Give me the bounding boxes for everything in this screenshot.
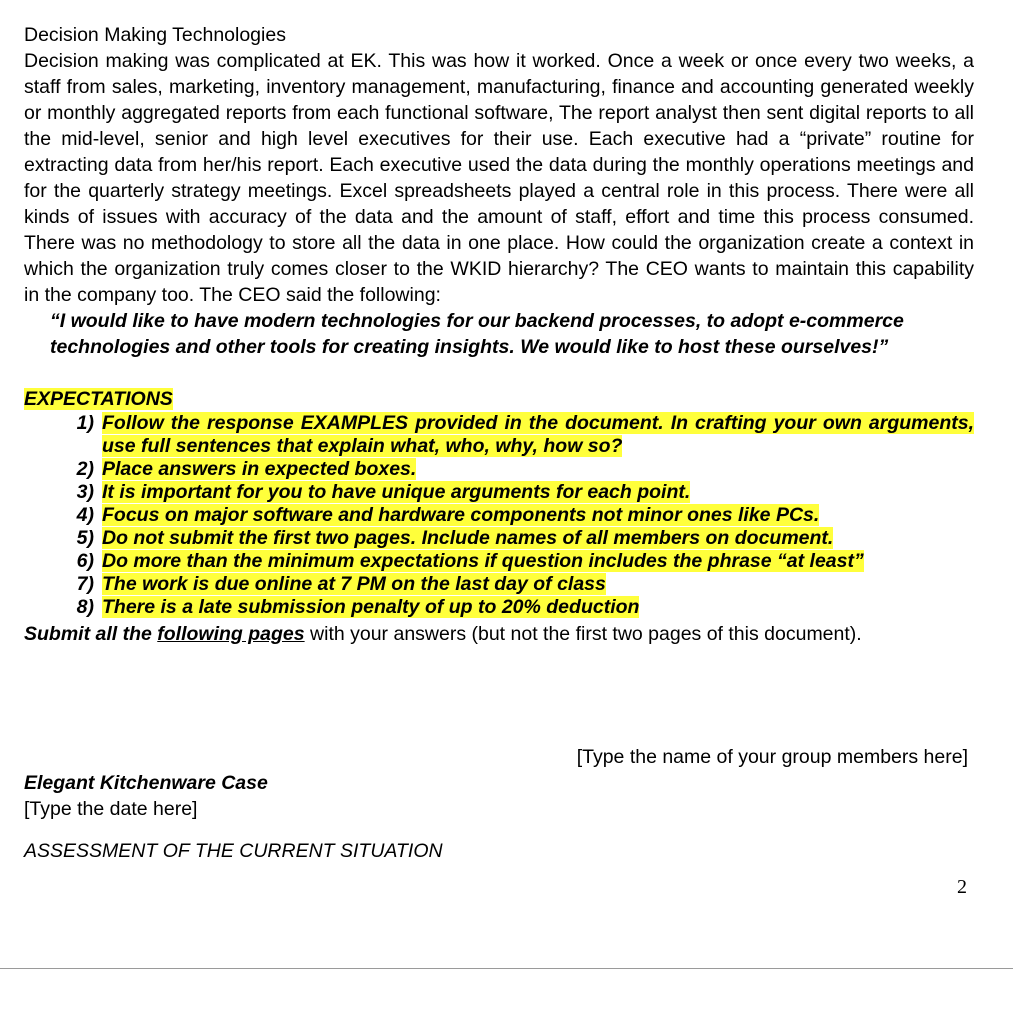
- body-paragraph: Decision making was complicated at EK. This was how it worked. Once a week or once every two weeks, a staff from sales, marketing, inventory management, manufacturing, finance and accounting generated weekly or monthly aggregated reports from each functional software, The report analyst then sent digital reports to all the mid-level, senior and high level executives for their use. Each executive had a “private” routine for extracting data from her/his report. Each executive used the data during the monthly operations meetings and for the quarterly strategy meetings. Excel spreadsheets played a central role in this process. There were all kinds of issues with accuracy of the data and the amount of staff, effort and time this process consumed. There was no methodology to store all the data in one place. How could the organization create a context in which the organization truly comes closer to the WKID hierarchy? The CEO wants to maintain this capability in the company too. The CEO said the following:: [24, 50, 974, 306]
- ceo-quote: “I would like to have modern technologies for our backend processes, to adopt e-commerce technologies and other tools for creating insights. We would like to host these ourselves!”: [50, 310, 904, 358]
- list-item: 1) Follow the response EXAMPLES provided in the document. In crafting your own arguments, use full sentences that explain what, who, why, how so?: [76, 412, 974, 457]
- submit-instructions: Submit all the following pages with your answers (but not the first two pages of this document).: [24, 623, 862, 645]
- list-item: 4) Focus on major software and hardware components not minor ones like PCs.: [76, 504, 820, 526]
- case-block: [24, 770, 268, 822]
- following-pages-link-text: following pages: [157, 623, 305, 645]
- list-item: 3) It is important for you to have unique arguments for each point.: [76, 481, 691, 503]
- group-members-placeholder[interactable]: [Type the name of your group members here]: [576, 746, 968, 768]
- section-heading: Decision Making Technologies: [24, 24, 286, 46]
- assessment-heading: ASSESSMENT OF THE CURRENT SITUATION: [24, 840, 443, 862]
- document-page: [24, 22, 974, 647]
- list-item: 8) There is a late submission penalty of up to 20% deduction: [76, 596, 640, 618]
- case-title: Elegant Kitchenware Case: [24, 772, 268, 794]
- date-placeholder[interactable]: [Type the date here]: [24, 798, 198, 820]
- page-divider: [0, 968, 1013, 969]
- list-item: 6) Do more than the minimum expectations if question includes the phrase “at least”: [76, 550, 864, 572]
- expectations-list: [24, 412, 974, 619]
- page-number: 2: [957, 876, 967, 898]
- expectations-title: EXPECTATIONS: [24, 388, 173, 410]
- list-item: 7) The work is due online at 7 PM on the last day of class: [76, 573, 606, 595]
- list-item: 5) Do not submit the first two pages. Include names of all members on document.: [76, 527, 834, 549]
- list-item: 2) Place answers in expected boxes.: [76, 458, 417, 480]
